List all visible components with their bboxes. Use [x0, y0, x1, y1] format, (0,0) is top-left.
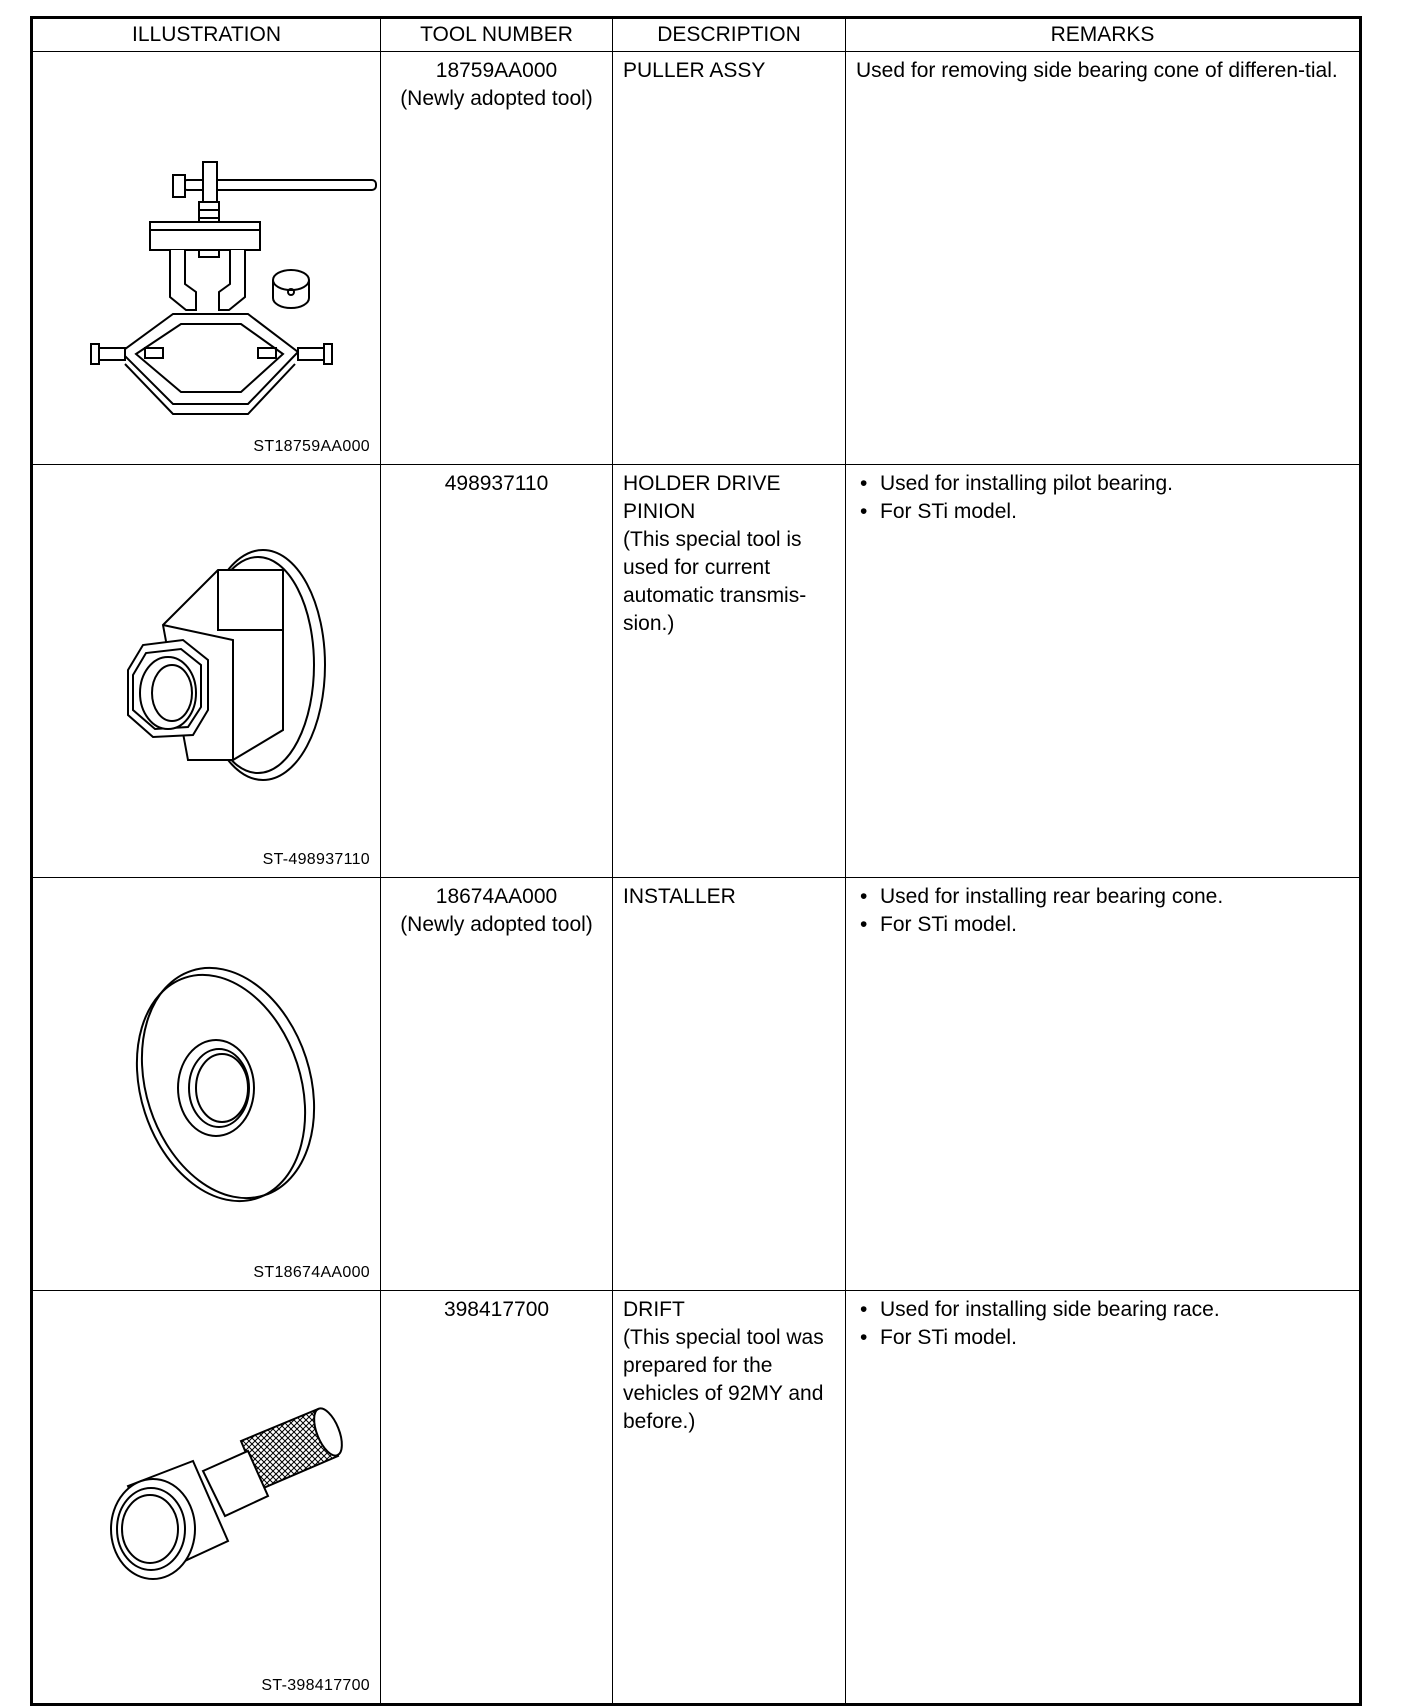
remarks-list	[856, 470, 1349, 526]
figure-code: ST18759AA000	[253, 438, 370, 455]
illustration-cell	[32, 465, 381, 878]
tool-number-cell	[381, 878, 613, 1291]
remarks-item: • Used for installing side bearing race.	[856, 1296, 1349, 1324]
header-tool-number: TOOL NUMBER	[381, 18, 613, 52]
installer-disc-icon	[33, 878, 379, 1278]
tool-number: 18759AA000	[435, 59, 558, 82]
header-row	[32, 18, 1361, 52]
remarks-cell	[846, 1291, 1361, 1705]
figure-code: ST-498937110	[262, 851, 370, 868]
table-row	[32, 52, 1361, 465]
illustration-cell	[32, 1291, 381, 1705]
remarks-cell	[846, 465, 1361, 878]
remarks-item: • Used for installing rear bearing cone.	[856, 883, 1349, 911]
table-row	[32, 1291, 1361, 1705]
tool-note: (Newly adopted tool)	[400, 87, 593, 110]
tool-note: (Newly adopted tool)	[400, 913, 593, 936]
description-cell	[613, 465, 846, 878]
figure-code: ST18674AA000	[253, 1264, 370, 1281]
remarks-item: • For STi model.	[856, 911, 1349, 939]
description-cell	[613, 878, 846, 1291]
description-title: PULLER ASSY	[623, 59, 766, 82]
description-title: HOLDER DRIVE PINION	[623, 472, 781, 523]
illustration-cell	[32, 878, 381, 1291]
remarks-text: Used for removing side bearing cone of differen-tial.	[856, 59, 1338, 82]
header-description: DESCRIPTION	[613, 18, 846, 52]
drift-icon	[33, 1291, 379, 1691]
remarks-list	[856, 883, 1349, 939]
description-title: DRIFT	[623, 1298, 685, 1321]
remarks-cell	[846, 878, 1361, 1291]
remarks-cell	[846, 52, 1361, 465]
special-tools-table	[30, 16, 1362, 1706]
description-title: INSTALLER	[623, 885, 736, 908]
tool-number-cell	[381, 465, 613, 878]
remarks-list	[856, 1296, 1349, 1352]
table-row	[32, 465, 1361, 878]
description-cell	[613, 1291, 846, 1705]
remarks-item: • For STi model.	[856, 1324, 1349, 1352]
description-cell	[613, 52, 846, 465]
puller-assembly-icon	[33, 52, 379, 452]
description-note: (This special tool is used for current automatic transmis-sion.)	[623, 528, 807, 635]
tool-number: 498937110	[444, 472, 549, 495]
holder-drive-pinion-icon	[33, 465, 379, 865]
tool-number: 18674AA000	[435, 885, 558, 908]
description-note: (This special tool was prepared for the vehicles of 92MY and before.)	[623, 1326, 824, 1433]
table-row	[32, 878, 1361, 1291]
figure-code: ST-398417700	[261, 1677, 370, 1694]
tool-number-cell	[381, 52, 613, 465]
header-remarks: REMARKS	[846, 18, 1361, 52]
tool-number-cell	[381, 1291, 613, 1705]
illustration-cell	[32, 52, 381, 465]
remarks-item: • Used for installing pilot bearing.	[856, 470, 1349, 498]
remarks-item: • For STi model.	[856, 498, 1349, 526]
tool-number: 398417700	[443, 1298, 550, 1321]
header-illustration: ILLUSTRATION	[32, 18, 381, 52]
